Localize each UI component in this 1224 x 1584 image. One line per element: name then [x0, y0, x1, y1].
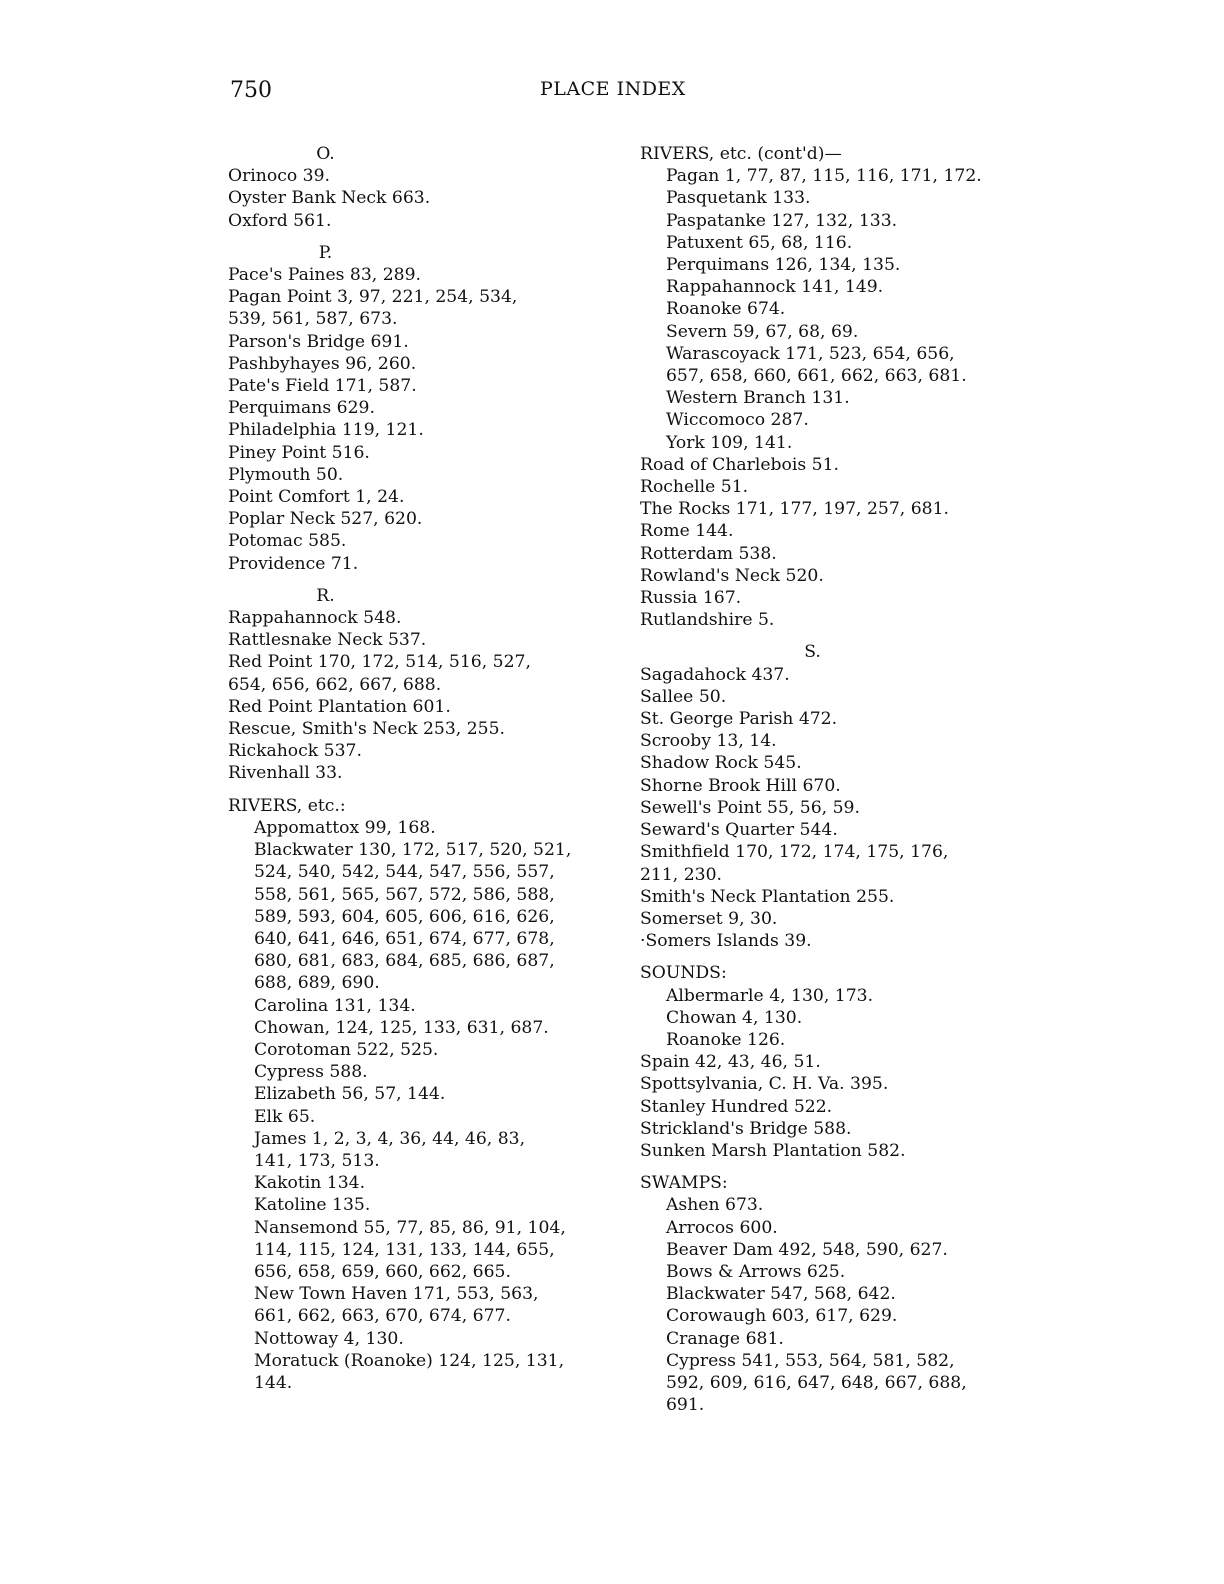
- entry-line: The Rocks 171, 177, 197, 257, 681.: [640, 499, 949, 520]
- index-entry: [228, 375, 623, 397]
- index-entry: [228, 718, 623, 740]
- index-entry: [228, 762, 623, 784]
- entry-line: Shadow Rock 545.: [640, 753, 802, 774]
- index-list: [228, 817, 623, 1394]
- entry-line: Severn 59, 67, 68, 69.: [666, 321, 859, 342]
- entry-line: 680, 681, 683, 684, 685, 686, 687,: [254, 951, 555, 972]
- index-subentry: [640, 1217, 1035, 1239]
- entry-line: Western Branch 131.: [666, 388, 850, 409]
- index-entry: [640, 841, 1035, 885]
- entry-line: Somerset 9, 30.: [640, 908, 778, 929]
- entry-line: Rowland's Neck 520.: [640, 565, 824, 586]
- index-entry: [228, 629, 623, 651]
- index-entry: [640, 543, 1035, 565]
- index-entry: [228, 442, 623, 464]
- index-subentry: [640, 210, 1035, 232]
- entry-line: Scrooby 13, 14.: [640, 731, 777, 752]
- entry-line: Rappahannock 141, 149.: [666, 277, 884, 298]
- entry-line: Pagan 1, 77, 87, 115, 116, 171, 172.: [666, 166, 982, 187]
- entry-line: Kakotin 134.: [254, 1173, 366, 1194]
- index-subentry: [640, 1007, 1035, 1029]
- index-list: [640, 664, 1035, 953]
- entry-line: Pate's Field 171, 587.: [228, 376, 417, 397]
- entry-line: Katoline 135.: [254, 1195, 371, 1216]
- index-list: [640, 454, 1035, 632]
- entry-line: 640, 641, 646, 651, 674, 677, 678,: [254, 928, 555, 949]
- entry-line: Parson's Bridge 691.: [228, 331, 409, 352]
- index-entry: [640, 708, 1035, 730]
- running-head: PLACE INDEX: [540, 78, 686, 100]
- index-entry: [640, 819, 1035, 841]
- category-heading-rivers-continued: RIVERS, etc. (cont'd)—: [640, 144, 842, 164]
- category-heading-sounds: SOUNDS:: [640, 963, 727, 984]
- entry-line: Moratuck (Roanoke) 124, 125, 131,: [254, 1350, 565, 1371]
- entry-line: Sewell's Point 55, 56, 59.: [640, 797, 860, 818]
- entry-line: Roanoke 674.: [666, 299, 786, 320]
- index-entry: [640, 1096, 1035, 1118]
- entry-line: 589, 593, 604, 605, 606, 616, 626,: [254, 906, 555, 927]
- index-entry: [228, 286, 623, 330]
- index-subentry: [640, 343, 1035, 387]
- index-entry: [640, 454, 1035, 476]
- index-list: [228, 165, 623, 232]
- section-heading-s: S.: [804, 642, 821, 663]
- index-entry: [640, 730, 1035, 752]
- entry-line: Paspatanke 127, 132, 133.: [666, 210, 898, 231]
- entry-line: 656, 658, 659, 660, 662, 665.: [254, 1261, 511, 1282]
- index-subentry: [640, 1239, 1035, 1261]
- section-heading-r: R.: [316, 585, 335, 606]
- entry-line: Warascoyack 171, 523, 654, 656,: [666, 343, 955, 364]
- entry-line: Bows & Arrows 625.: [666, 1261, 846, 1282]
- entry-line: Piney Point 516.: [228, 442, 370, 463]
- index-entry: [640, 498, 1035, 520]
- index-subentry: [640, 165, 1035, 187]
- index-entry: Orinoco 39.: [228, 166, 330, 187]
- entry-line: Nansemond 55, 77, 85, 86, 91, 104,: [254, 1217, 566, 1238]
- index-entry: [640, 686, 1035, 708]
- index-subentry: [228, 1283, 623, 1327]
- entry-line: Appomattox 99, 168.: [254, 817, 436, 838]
- entry-line: Spain 42, 43, 46, 51.: [640, 1052, 821, 1073]
- index-subentry: [640, 432, 1035, 454]
- index-subentry: [640, 1029, 1035, 1051]
- index-entry: [640, 908, 1035, 930]
- section-heading-o: O.: [316, 144, 335, 164]
- entry-line: Rutlandshire 5.: [640, 610, 775, 631]
- entry-line: Philadelphia 119, 121.: [228, 420, 424, 441]
- entry-line: Nottoway 4, 130.: [254, 1328, 404, 1349]
- index-entry: [640, 797, 1035, 819]
- index-entry: [228, 464, 623, 486]
- index-subentry: [640, 321, 1035, 343]
- entry-line: 691.: [666, 1395, 705, 1416]
- entry-line: Patuxent 65, 68, 116.: [666, 232, 853, 253]
- entry-line: 144.: [254, 1372, 293, 1393]
- index-entry: [640, 565, 1035, 587]
- index-entry: [640, 1073, 1035, 1095]
- index-subentry: [228, 1350, 623, 1394]
- entry-line: 654, 656, 662, 667, 688.: [228, 674, 442, 695]
- entry-line: Rattlesnake Neck 537.: [228, 630, 427, 651]
- entry-line: Rivenhall 33.: [228, 763, 343, 784]
- entry-line: Corowaugh 603, 617, 629.: [666, 1306, 898, 1327]
- index-entry: [228, 696, 623, 718]
- entry-line: Point Comfort 1, 24.: [228, 487, 405, 508]
- index-entry: [640, 752, 1035, 774]
- left-column: [228, 143, 623, 1394]
- entry-line: 558, 561, 565, 567, 572, 586, 588,: [254, 884, 555, 905]
- entry-line: Pasquetank 133.: [666, 188, 811, 209]
- entry-line: Pace's Paines 83, 289.: [228, 265, 421, 286]
- section-heading-p: P.: [318, 242, 333, 263]
- entry-line: Cypress 588.: [254, 1062, 368, 1083]
- right-column: [640, 143, 1035, 1416]
- index-list: [228, 607, 623, 785]
- index-entry: [228, 264, 623, 286]
- entry-line: Stanley Hundred 522.: [640, 1096, 833, 1117]
- entry-line: 211, 230.: [640, 864, 723, 885]
- index-list: [640, 985, 1035, 1052]
- entry-line: 688, 689, 690.: [254, 973, 380, 994]
- index-subentry: [640, 985, 1035, 1007]
- entry-line: Wiccomoco 287.: [666, 410, 809, 431]
- entry-line: Perquimans 629.: [228, 398, 375, 419]
- index-subentry: [640, 187, 1035, 209]
- index-entry: [640, 1118, 1035, 1140]
- index-subentry: [640, 298, 1035, 320]
- index-subentry: [228, 1106, 623, 1128]
- index-subentry: [640, 1350, 1035, 1417]
- entry-line: Smithfield 170, 172, 174, 175, 176,: [640, 842, 949, 863]
- entry-line: Russia 167.: [640, 588, 742, 609]
- entry-line: Seward's Quarter 544.: [640, 820, 838, 841]
- index-subentry: [640, 1194, 1035, 1216]
- index-entry: [640, 1051, 1035, 1073]
- index-entry: [228, 419, 623, 441]
- entry-line: Perquimans 126, 134, 135.: [666, 255, 901, 276]
- entry-line: Rickahock 537.: [228, 741, 362, 762]
- index-entry: [640, 775, 1035, 797]
- entry-line: York 109, 141.: [666, 432, 793, 453]
- entry-line: 539, 561, 587, 673.: [228, 309, 398, 330]
- entry-line: Pagan Point 3, 97, 221, 254, 534,: [228, 287, 518, 308]
- entry-line: Providence 71.: [228, 553, 359, 574]
- entry-line: 141, 173, 513.: [254, 1150, 380, 1171]
- index-subentry: [228, 1217, 623, 1284]
- index-entry: [228, 508, 623, 530]
- index-subentry: [228, 1194, 623, 1216]
- index-entry: [640, 520, 1035, 542]
- index-subentry: [228, 839, 623, 994]
- index-entry: [640, 886, 1035, 908]
- entry-line: Strickland's Bridge 588.: [640, 1118, 852, 1139]
- entry-line: Cypress 541, 553, 564, 581, 582,: [666, 1350, 955, 1371]
- entry-line: Red Point Plantation 601.: [228, 696, 451, 717]
- entry-line: Plymouth 50.: [228, 464, 344, 485]
- index-subentry: [228, 1017, 623, 1039]
- index-entry: Oxford 561.: [228, 210, 332, 231]
- index-entry: [228, 486, 623, 508]
- index-subentry: [228, 1172, 623, 1194]
- page-number: 750: [230, 78, 272, 103]
- entry-line: Shorne Brook Hill 670.: [640, 775, 841, 796]
- entry-line: Sallee 50.: [640, 686, 727, 707]
- entry-line: Corotoman 522, 525.: [254, 1039, 439, 1060]
- index-subentry: [228, 1328, 623, 1350]
- entry-line: Beaver Dam 492, 548, 590, 627.: [666, 1239, 948, 1260]
- index-subentry: [640, 1283, 1035, 1305]
- entry-line: St. George Parish 472.: [640, 709, 838, 730]
- index-subentry: [228, 1128, 623, 1172]
- index-entry: [228, 397, 623, 419]
- entry-line: Elk 65.: [254, 1106, 316, 1127]
- entry-line: James 1, 2, 3, 4, 36, 44, 46, 83,: [254, 1128, 526, 1149]
- index-subentry: [640, 1305, 1035, 1327]
- entry-line: Elizabeth 56, 57, 144.: [254, 1084, 446, 1105]
- entry-line: 592, 609, 616, 647, 648, 667, 688,: [666, 1372, 967, 1393]
- index-entry: [640, 609, 1035, 631]
- entry-line: Spottsylvania, C. H. Va. 395.: [640, 1074, 889, 1095]
- index-entry: [640, 1140, 1035, 1162]
- category-heading-rivers: RIVERS, etc.:: [228, 795, 346, 816]
- index-entry: [640, 476, 1035, 498]
- entry-line: Chowan 4, 130.: [666, 1007, 803, 1028]
- entry-line: Albermarle 4, 130, 173.: [666, 985, 874, 1006]
- index-entry: [228, 353, 623, 375]
- entry-line: Cranage 681.: [666, 1328, 784, 1349]
- entry-line: Rotterdam 538.: [640, 543, 777, 564]
- entry-line: Rappahannock 548.: [228, 608, 402, 629]
- entry-line: Pashbyhayes 96, 260.: [228, 353, 417, 374]
- index-entry: [228, 331, 623, 353]
- entry-line: Sunken Marsh Plantation 582.: [640, 1140, 906, 1161]
- index-subentry: [640, 409, 1035, 431]
- index-subentry: [640, 254, 1035, 276]
- entry-line: Potomac 585.: [228, 531, 347, 552]
- entry-line: 114, 115, 124, 131, 133, 144, 655,: [254, 1239, 555, 1260]
- entry-line: Arrocos 600.: [666, 1217, 778, 1238]
- entry-line: Carolina 131, 134.: [254, 995, 416, 1016]
- index-subentry: [640, 276, 1035, 298]
- entry-line: Rescue, Smith's Neck 253, 255.: [228, 719, 505, 740]
- entry-line: Sagadahock 437.: [640, 664, 790, 685]
- index-entry: [640, 664, 1035, 686]
- entry-line: ·Somers Islands 39.: [640, 931, 812, 952]
- index-entry: [228, 607, 623, 629]
- index-subentry: [640, 232, 1035, 254]
- entry-line: Blackwater 547, 568, 642.: [666, 1284, 896, 1305]
- entry-line: Roanoke 126.: [666, 1029, 786, 1050]
- index-entry: [228, 530, 623, 552]
- index-subentry: [228, 817, 623, 839]
- entry-line: Chowan, 124, 125, 133, 631, 687.: [254, 1017, 549, 1038]
- entry-line: Road of Charlebois 51.: [640, 454, 839, 475]
- index-subentry: [228, 1039, 623, 1061]
- entry-line: Rome 144.: [640, 521, 734, 542]
- index-list: [640, 1051, 1035, 1162]
- index-entry: [640, 587, 1035, 609]
- index-list: [640, 1194, 1035, 1416]
- index-subentry: [228, 995, 623, 1017]
- index-subentry: [228, 1083, 623, 1105]
- entry-line: Blackwater 130, 172, 517, 520, 521,: [254, 840, 572, 861]
- entry-line: 661, 662, 663, 670, 674, 677.: [254, 1306, 511, 1327]
- index-entry: [640, 930, 1035, 952]
- entry-line: Rochelle 51.: [640, 477, 749, 498]
- entry-line: 524, 540, 542, 544, 547, 556, 557,: [254, 862, 555, 883]
- entry-line: Smith's Neck Plantation 255.: [640, 886, 895, 907]
- index-subentry: [640, 1328, 1035, 1350]
- index-subentry: [228, 1061, 623, 1083]
- index-subentry: [640, 387, 1035, 409]
- index-entry: Oyster Bank Neck 663.: [228, 188, 431, 209]
- index-entry: [228, 740, 623, 762]
- index-entry: [228, 651, 623, 695]
- entry-line: Red Point 170, 172, 514, 516, 527,: [228, 652, 531, 673]
- index-subentry: [640, 1261, 1035, 1283]
- entry-line: Ashen 673.: [666, 1195, 764, 1216]
- entry-line: Poplar Neck 527, 620.: [228, 509, 423, 530]
- category-heading-swamps: SWAMPS:: [640, 1173, 728, 1194]
- index-list: [228, 264, 623, 575]
- index-list: [640, 165, 1035, 454]
- index-entry: [228, 553, 623, 575]
- entry-line: 657, 658, 660, 661, 662, 663, 681.: [666, 366, 967, 387]
- entry-line: New Town Haven 171, 553, 563,: [254, 1284, 539, 1305]
